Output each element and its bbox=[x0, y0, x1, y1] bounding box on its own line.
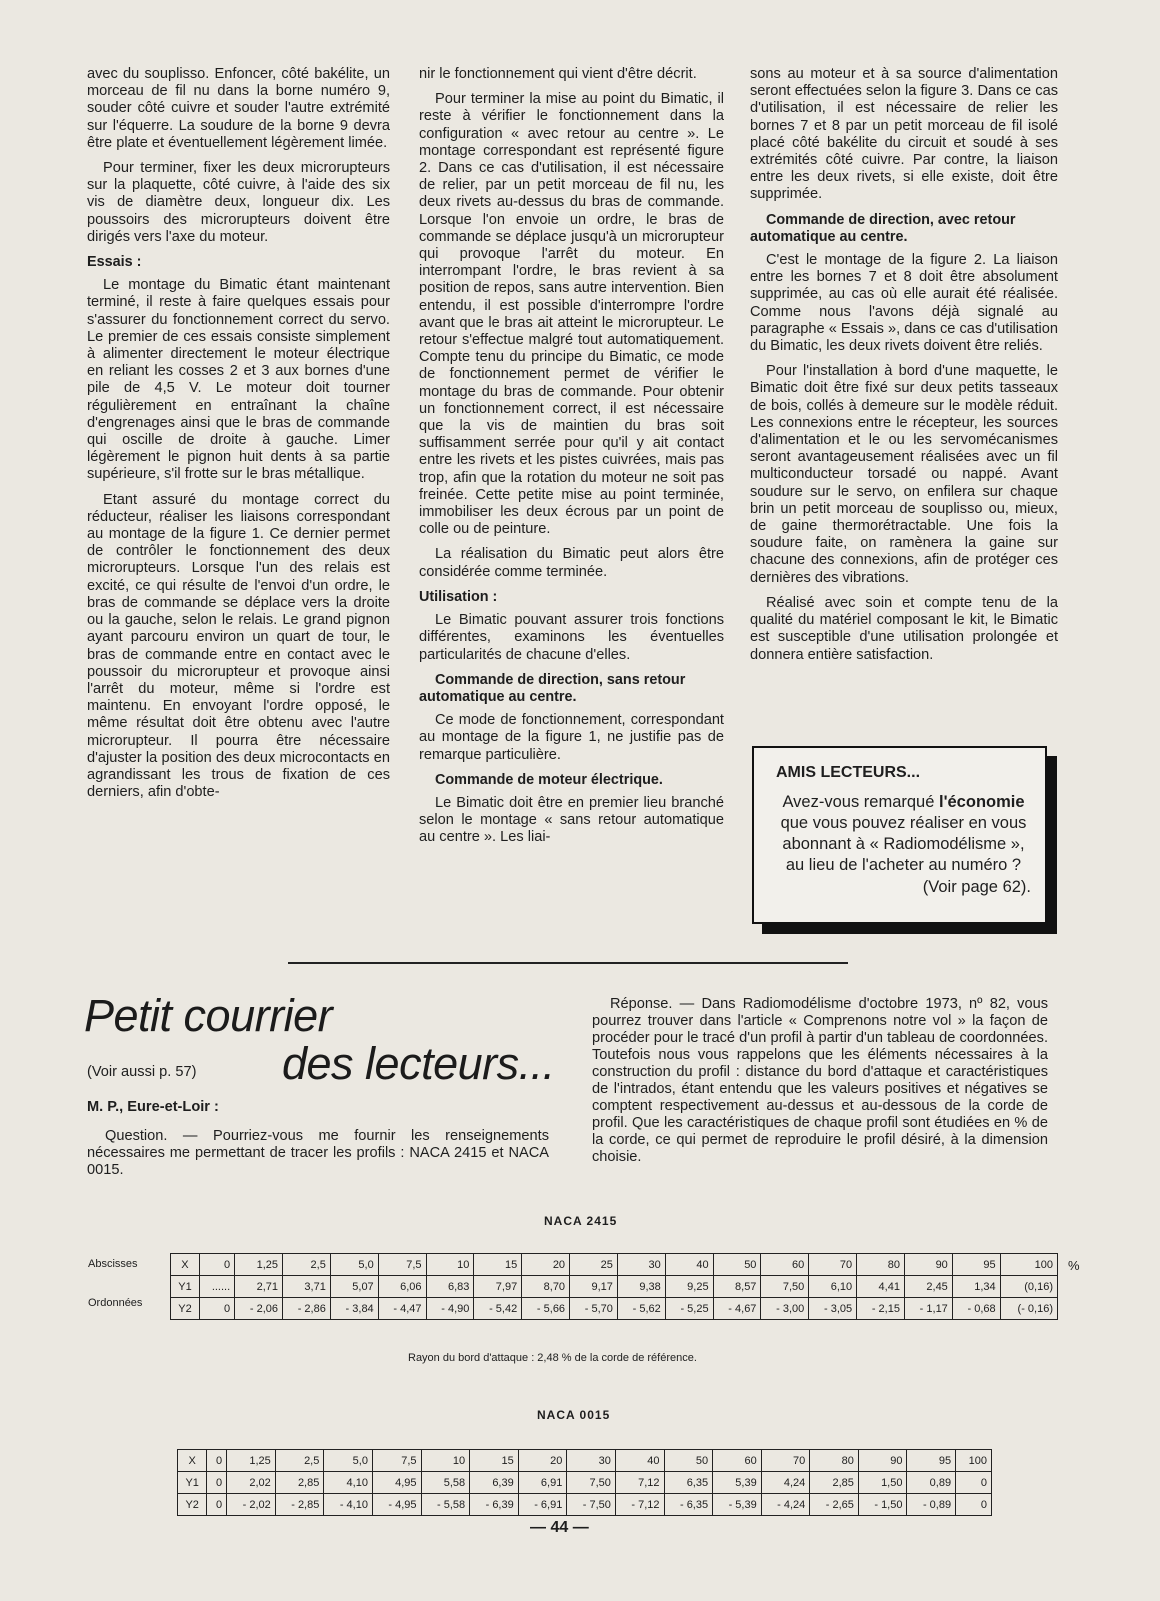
box-text bbox=[776, 792, 1031, 876]
row-label: Y2 bbox=[178, 1494, 207, 1516]
table-cell: 60 bbox=[761, 1254, 809, 1276]
paragraph: Le Bimatic doit être en premier lieu branché selon le montage « sans retour automatique au centre ». Les liai- bbox=[419, 794, 724, 846]
table-cell: 4,95 bbox=[372, 1472, 421, 1494]
row-label: Y1 bbox=[171, 1276, 200, 1298]
courrier-title-2: des lecteurs... bbox=[282, 1038, 555, 1089]
table-cell: 5,07 bbox=[330, 1276, 378, 1298]
table-cell: 100 bbox=[1000, 1254, 1057, 1276]
table-cell: 50 bbox=[713, 1254, 761, 1276]
table-cell: 80 bbox=[857, 1254, 905, 1276]
table-cell: - 3,84 bbox=[330, 1298, 378, 1320]
table-cell: (0,16) bbox=[1000, 1276, 1057, 1298]
table-cell: 8,57 bbox=[713, 1276, 761, 1298]
row-label: X bbox=[178, 1450, 207, 1472]
subheading: Commande de direction, avec retour automatique au centre. bbox=[750, 211, 1016, 245]
table-cell: 0 bbox=[199, 1254, 234, 1276]
paragraph: Pour terminer la mise au point du Bimatic, il reste à vérifier le fonctionnement dans la configuration « avec retour au centre ». Le montage correspondant est représenté figure 2. Dans ce cas d'utilisation, il est nécessaire de relier, par un petit morceau de fil nu, les deux rivets au-dessus du bras de commande. Lorsque l'on envoie un ordre, le bras de commande se déplace jusqu'à un microrupteur qui provoque l'arrêt du moteur. En interrompant l'ordre, le bras revient à sa position de repos, sans autre intervention. Bien entendu, il est possible d'interrompre l'ordre avant que le bras ait atteint le microrupteur. Le retour s'effectue malgré tout automatiquement. Compte tenu du principe du Bimatic, ce mode de fonctionnement permet de vérifier le montage du bras de commande. Pour obtenir un fonctionnement correct, il est nécessaire que la vis de maintien du bras soit suffisamment serrée pour qu'il y ait contact entre les rivets et les pistes cuivrées, mais pas trop, afin que la rotation du moteur ne soit pas freinée. Cette petite mise au point terminée, immobiliser les deux écrous par un point de colle ou de peinture. bbox=[419, 91, 724, 538]
table-cell: 10 bbox=[426, 1254, 474, 1276]
paragraph: La réalisation du Bimatic peut alors être considérée comme terminée. bbox=[419, 546, 724, 580]
table-cell: - 3,05 bbox=[809, 1298, 857, 1320]
table-cell: 25 bbox=[570, 1254, 618, 1276]
table-cell: - 4,47 bbox=[378, 1298, 426, 1320]
table-cell: 4,10 bbox=[324, 1472, 373, 1494]
table-cell: 0 bbox=[956, 1494, 992, 1516]
table-cell: 20 bbox=[522, 1254, 570, 1276]
row-label: Y2 bbox=[171, 1298, 200, 1320]
table-cell: - 7,12 bbox=[615, 1494, 664, 1516]
table-cell: 9,25 bbox=[665, 1276, 713, 1298]
column-2 bbox=[419, 66, 724, 855]
paragraph: avec du souplisso. Enfoncer, côté bakélite, un morceau de fil nu dans la borne numéro 9, souder côté cuivre et souder l'autre extrémité sur l'équerre. La soudure de la borne 9 devra être plate et éventuellement légèrement limée. bbox=[87, 66, 390, 151]
table-cell: 30 bbox=[617, 1254, 665, 1276]
table-cell: 15 bbox=[470, 1450, 519, 1472]
table-cell: 5,0 bbox=[324, 1450, 373, 1472]
column-1 bbox=[87, 66, 390, 809]
table-cell: - 6,91 bbox=[518, 1494, 567, 1516]
table-cell: 70 bbox=[761, 1450, 810, 1472]
table-cell: - 6,39 bbox=[470, 1494, 519, 1516]
table-cell: 40 bbox=[615, 1450, 664, 1472]
table-cell: - 2,15 bbox=[857, 1298, 905, 1320]
row-label: Y1 bbox=[178, 1472, 207, 1494]
table-cell: 7,5 bbox=[372, 1450, 421, 1472]
table-title-naca-2415: NACA 2415 bbox=[544, 1214, 618, 1228]
table-cell: 50 bbox=[664, 1450, 713, 1472]
table-cell: - 5,25 bbox=[665, 1298, 713, 1320]
table-row bbox=[171, 1254, 1058, 1276]
table-row bbox=[171, 1298, 1058, 1320]
table-cell: 40 bbox=[665, 1254, 713, 1276]
box-text-1: Avez-vous remarqué bbox=[782, 793, 939, 811]
table-cell: 95 bbox=[907, 1450, 956, 1472]
table-cell: 95 bbox=[952, 1254, 1000, 1276]
table-cell: 10 bbox=[421, 1450, 470, 1472]
table-naca-2415 bbox=[170, 1253, 1058, 1320]
table-cell: 1,50 bbox=[858, 1472, 907, 1494]
table-cell: 0 bbox=[199, 1298, 234, 1320]
table-cell: 7,12 bbox=[615, 1472, 664, 1494]
table-cell: - 5,70 bbox=[570, 1298, 618, 1320]
table-cell: 6,06 bbox=[378, 1276, 426, 1298]
table-cell: - 5,66 bbox=[522, 1298, 570, 1320]
table-cell: 6,83 bbox=[426, 1276, 474, 1298]
section-heading-essais: Essais : bbox=[87, 254, 142, 271]
table-title-naca-0015: NACA 0015 bbox=[537, 1408, 611, 1422]
table-cell: 6,10 bbox=[809, 1276, 857, 1298]
table-cell: 4,41 bbox=[857, 1276, 905, 1298]
table-cell: - 0,89 bbox=[907, 1494, 956, 1516]
table-cell: 9,17 bbox=[570, 1276, 618, 1298]
paragraph: Ce mode de fonctionnement, correspondant au montage de la figure 1, ne justifie pas de remarque particulière. bbox=[419, 712, 724, 763]
percent-sign: % bbox=[1068, 1258, 1080, 1273]
table-cell: 5,39 bbox=[713, 1472, 762, 1494]
subscription-box bbox=[752, 746, 1047, 924]
table-cell: 6,39 bbox=[470, 1472, 519, 1494]
table-cell: 2,02 bbox=[227, 1472, 276, 1494]
table-cell: - 7,50 bbox=[567, 1494, 616, 1516]
table-cell: 30 bbox=[567, 1450, 616, 1472]
column-3 bbox=[750, 66, 1058, 672]
paragraph: Le Bimatic pouvant assurer trois fonctions différentes, examinons les éventuelles particularités de chacune d'elles. bbox=[419, 612, 724, 663]
table-cell: - 4,24 bbox=[761, 1494, 810, 1516]
table-note: Rayon du bord d'attaque : 2,48 % de la corde de référence. bbox=[408, 1352, 697, 1364]
table-cell: 70 bbox=[809, 1254, 857, 1276]
table-cell: 80 bbox=[810, 1450, 859, 1472]
table-cell: 1,25 bbox=[227, 1450, 276, 1472]
table-cell: 100 bbox=[956, 1450, 992, 1472]
table-row bbox=[178, 1450, 992, 1472]
table-cell: ...... bbox=[199, 1276, 234, 1298]
paragraph: Etant assuré du montage correct du réducteur, réaliser les liaisons correspondant au montage de la figure 1. Ce dernier permet de contrôler le fonctionnement des deux microrupteurs. Lorsque l'un des relais est excité, ce qui résulte de l'envoi d'un ordre, le bras de commande se déplace vers la droite ou la gauche, selon le relais. Le grand pignon ayant parcouru environ un quart de tour, le bras de commande entre en contact avec le poussoir du microrupteur et provoque ainsi l'arrêt du moteur, même si l'ordre est maintenu. En envoyant l'ordre opposé, le même résultat doit être obtenu avec l'autre microrupteur. Il pourra être nécessaire d'ajuster la position des deux microcontacts en agrandissant les trous de fixation de ces derniers, afin d'obte- bbox=[87, 491, 390, 801]
table-cell: 7,50 bbox=[761, 1276, 809, 1298]
table-cell: 4,24 bbox=[761, 1472, 810, 1494]
table-row bbox=[178, 1472, 992, 1494]
table-cell: - 5,58 bbox=[421, 1494, 470, 1516]
table-cell: 0,89 bbox=[907, 1472, 956, 1494]
row-label: X bbox=[171, 1254, 200, 1276]
table-cell: 8,70 bbox=[522, 1276, 570, 1298]
table-cell: 6,91 bbox=[518, 1472, 567, 1494]
paragraph: sons au moteur et à sa source d'alimentation seront effectuées selon la figure 3. Dans ce cas d'utilisation, il est nécessaire de relier les bornes 7 et 8 par un petit morceau de fil isolé placé côté bakélite du circuit et soudé à ses extrémités côté cuivre. Par contre, la liaison entre les deux rivets, si elle existe, doit être supprimée. bbox=[750, 66, 1058, 203]
table-cell: - 2,02 bbox=[227, 1494, 276, 1516]
table-cell: 60 bbox=[713, 1450, 762, 1472]
table-cell: 5,58 bbox=[421, 1472, 470, 1494]
page-number: — 44 — bbox=[530, 1519, 589, 1536]
paragraph: Pour l'installation à bord d'une maquette, le Bimatic doit être fixé sur deux petits tasseaux de bois, collés à demeure sur le modèle réduit. Les connexions entre le récepteur, les sources d'alimentation et le ou les servomécanismes seront avantageusement réalisées avec un fil multiconducteur torsadé ou nappé. Avant soudure sur le servo, on enfilera sur chaque brin un petit morceau de souplisso ou, mieux, de gaine thermorétractable. Une fois la soudure faite, on ramènera la gaine sur chacune des connexions, afin de protéger ces dernières des vibrations. bbox=[750, 363, 1058, 586]
table-cell: - 5,42 bbox=[474, 1298, 522, 1320]
label-abscisses: Abscisses bbox=[88, 1258, 138, 1270]
table-cell: 0 bbox=[207, 1450, 227, 1472]
table-row bbox=[171, 1276, 1058, 1298]
table-cell: 2,71 bbox=[235, 1276, 283, 1298]
table-cell: - 4,95 bbox=[372, 1494, 421, 1516]
paragraph: Réalisé avec soin et compte tenu de la qualité du matériel composant le kit, le Bimatic est susceptible d'une utilisation prolongée et donnera entière satisfaction. bbox=[750, 594, 1058, 663]
table-cell: 1,34 bbox=[952, 1276, 1000, 1298]
table-cell: 90 bbox=[904, 1254, 952, 1276]
question: Question. — Pourriez-vous me fournir les renseignements nécessaires me permettant de tracer les profils : NACA 2415 et NACA 0015. bbox=[87, 1128, 549, 1178]
table-cell: 9,38 bbox=[617, 1276, 665, 1298]
table-cell: 2,5 bbox=[283, 1254, 331, 1276]
table-cell: 5,0 bbox=[330, 1254, 378, 1276]
table-cell: - 2,85 bbox=[275, 1494, 324, 1516]
table-cell: 15 bbox=[474, 1254, 522, 1276]
box-text-2: que vous pouvez réaliser en vous abonnant à « Radiomodélisme », au lieu de l'acheter au numéro ? bbox=[780, 814, 1027, 874]
answer: Réponse. — Dans Radiomodélisme d'octobre 1973, nº 82, vous pourrez trouver dans l'article « Comprenons notre vol » la façon de procéder pour le tracé d'un profil à partir d'un tableau de coordonnées. Toutefois nous vous rappelons que les éléments nécessaires à la construction du profil : distance du bord d'attaque et caractéristiques de l'intrados, étant entendu que les valeurs positives et négatives se comptent respectivement au-dessus et au-dessous de la corde de profil. Que les caractéristiques de chaque profil sont étudiées en % de la corde, ce qui permet de reproduire le profil désiré, à la dimension choisie. bbox=[592, 996, 1048, 1165]
box-text-bold: l'économie bbox=[939, 793, 1025, 811]
table-cell: 90 bbox=[858, 1450, 907, 1472]
table-cell: 2,85 bbox=[810, 1472, 859, 1494]
table-cell: - 3,00 bbox=[761, 1298, 809, 1320]
table-cell: 3,71 bbox=[283, 1276, 331, 1298]
section-heading-utilisation: Utilisation : bbox=[419, 588, 498, 605]
table-cell: - 2,06 bbox=[235, 1298, 283, 1320]
table-cell: 7,97 bbox=[474, 1276, 522, 1298]
table-cell: - 4,67 bbox=[713, 1298, 761, 1320]
subheading: Commande de direction, sans retour automatique au centre. bbox=[419, 671, 686, 705]
table-cell: - 1,17 bbox=[904, 1298, 952, 1320]
table-cell: - 5,39 bbox=[713, 1494, 762, 1516]
table-cell: - 4,10 bbox=[324, 1494, 373, 1516]
table-naca-0015 bbox=[177, 1449, 992, 1516]
box-page-ref: (Voir page 62). bbox=[922, 878, 1031, 896]
table-cell: 2,85 bbox=[275, 1472, 324, 1494]
table-cell: 0 bbox=[207, 1472, 227, 1494]
table-cell: - 0,68 bbox=[952, 1298, 1000, 1320]
table-cell: 20 bbox=[518, 1450, 567, 1472]
table-cell: (- 0,16) bbox=[1000, 1298, 1057, 1320]
paragraph: Pour terminer, fixer les deux microrupteurs sur la plaquette, côté cuivre, à l'aide des six vis de diamètre deux, longueur dix. Les poussoirs des microrupteurs doivent être dirigés vers l'axe du moteur. bbox=[87, 160, 390, 245]
paragraph: C'est le montage de la figure 2. La liaison entre les bornes 7 et 8 doit être absolument supprimée, au cas où elle aurait été réalisée. Comme nous l'avons déjà signalé au paragraphe « Essais », dans ce cas d'utilisation du Bimatic, les deux rivets doivent être reliés. bbox=[750, 252, 1058, 355]
table-cell: - 5,62 bbox=[617, 1298, 665, 1320]
table-cell: - 4,90 bbox=[426, 1298, 474, 1320]
box-title: AMIS LECTEURS... bbox=[776, 764, 921, 781]
table-cell: 1,25 bbox=[235, 1254, 283, 1276]
courrier-title-1: Petit courrier bbox=[84, 990, 333, 1041]
table-cell: 2,5 bbox=[275, 1450, 324, 1472]
table-cell: 0 bbox=[207, 1494, 227, 1516]
letter-author: M. P., Eure-et-Loir : bbox=[87, 1099, 219, 1115]
table-cell: - 2,86 bbox=[283, 1298, 331, 1320]
table-row bbox=[178, 1494, 992, 1516]
label-ordonnees: Ordonnées bbox=[88, 1297, 143, 1309]
table-cell: 6,35 bbox=[664, 1472, 713, 1494]
table-cell: 7,50 bbox=[567, 1472, 616, 1494]
table-cell: - 2,65 bbox=[810, 1494, 859, 1516]
see-also: (Voir aussi p. 57) bbox=[87, 1064, 197, 1080]
subheading: Commande de moteur électrique. bbox=[435, 771, 663, 788]
paragraph: nir le fonctionnement qui vient d'être décrit. bbox=[419, 66, 697, 82]
table-cell: - 6,35 bbox=[664, 1494, 713, 1516]
table-cell: 2,45 bbox=[904, 1276, 952, 1298]
section-divider bbox=[288, 962, 848, 964]
table-cell: 0 bbox=[956, 1472, 992, 1494]
paragraph: Le montage du Bimatic étant maintenant terminé, il reste à faire quelques essais pour s'assurer du fonctionnement correct du servo. Le premier de ces essais consiste simplement à alimenter directement le moteur électrique en reliant les cosses 2 et 3 aux bornes d'une pile de 4,5 V. Le moteur doit tourner régulièrement en entraînant la chaîne d'engrenages ainsi que le bras de commande qui oscille de droite à gauche. Limer légèrement le pignon huit dents à sa partie supérieure, s'il frotte sur le bras métallique. bbox=[87, 277, 390, 483]
table-cell: - 1,50 bbox=[858, 1494, 907, 1516]
table-cell: 7,5 bbox=[378, 1254, 426, 1276]
